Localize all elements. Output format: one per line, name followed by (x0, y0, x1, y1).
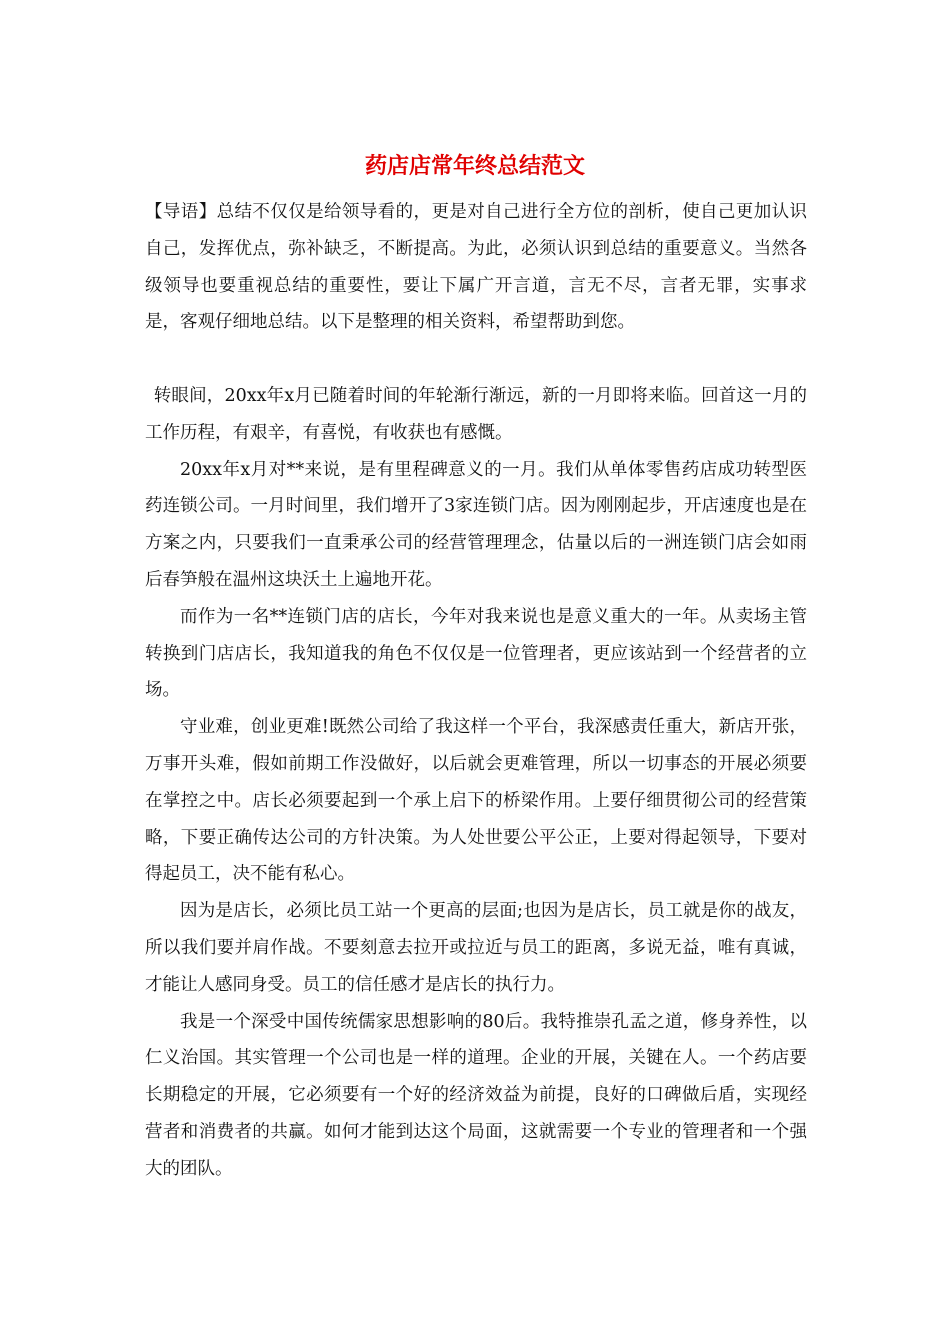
intro-paragraph: 【导语】总结不仅仅是给领导看的，更是对自己进行全方位的剖析，使自己更加认识自己，发挥优点，弥补缺乏，不断提高。为此，必须认识到总结的重要意义。当然各级领导也要重视总结的重要性，要让下属广开言道，言无不尽，言者无罪，实事求是，客观仔细地总结。以下是整理的相关资料，希望帮助到您。 (145, 202, 807, 333)
document-body (145, 194, 807, 1188)
body-paragraph: 守业难，创业更难!既然公司给了我这样一个平台，我深感责任重大，新店开张，万事开头难，假如前期工作没做好，以后就会更难管理，所以一切事态的开展必须要在掌控之中。店长必须要起到一个承上启下的桥梁作用。上要仔细贯彻公司的经营策略，下要正确传达公司的方针决策。为人处世要公平公正，上要对得起领导，下要对得起员工，决不能有私心。 (145, 717, 807, 885)
body-paragraph: 因为是店长，必须比员工站一个更高的层面;也因为是店长，员工就是你的战友，所以我们要并肩作战。不要刻意去拉开或拉近与员工的距离，多说无益，唯有真诚，才能让人感同身受。员工的信任感才是店长的执行力。 (145, 901, 807, 995)
paragraph-spacer (145, 341, 807, 378)
body-paragraph: 20xx年x月对**来说，是有里程碑意义的一月。我们从单体零售药店成功转型医药连锁公司。一月时间里，我们增开了3家连锁门店。因为刚刚起步，开店速度也是在方案之内，只要我们一直秉承公司的经营管理理念，估量以后的一洲连锁门店会如雨后春笋般在温州这块沃土上遍地开花。 (145, 459, 807, 590)
body-paragraph: 转眼间，20xx年x月已随着时间的年轮渐行渐远，新的一月即将来临。回首这一月的工作历程，有艰辛，有喜悦，有收获也有感慨。 (145, 385, 807, 443)
body-paragraph: 我是一个深受中国传统儒家思想影响的80后。我特推崇孔孟之道，修身养性，以仁义治国。其实管理一个公司也是一样的道理。企业的开展，关键在人。一个药店要长期稳定的开展，它必须要有一个好的经济效益为前提，良好的口碑做后盾，实现经营者和消费者的共赢。如何才能到达这个局面，这就需要一个专业的管理者和一个强大的团队。 (145, 1011, 807, 1179)
body-paragraph: 而作为一名**连锁门店的店长，今年对我来说也是意义重大的一年。从卖场主管转换到门店店长，我知道我的角色不仅仅是一位管理者，更应该站到一个经营者的立场。 (145, 606, 807, 701)
document-title: 药店店常年终总结范文 (364, 153, 585, 179)
